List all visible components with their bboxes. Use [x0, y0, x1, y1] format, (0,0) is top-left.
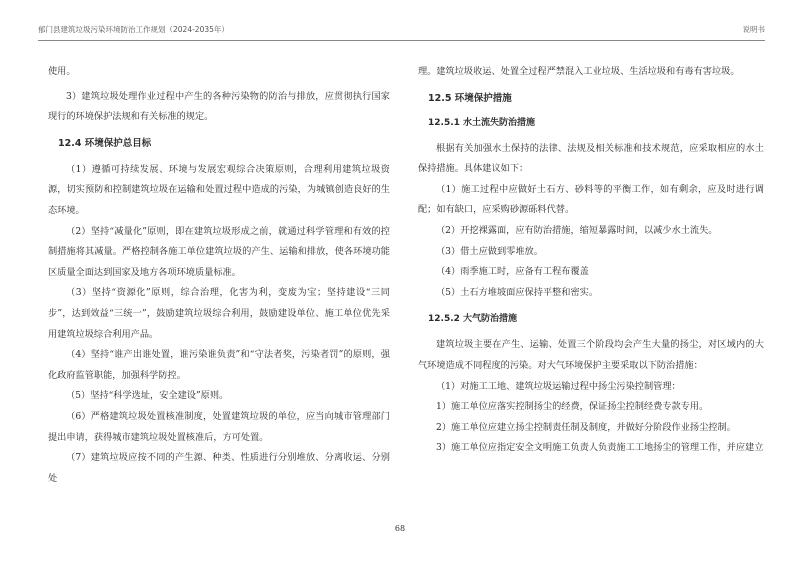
paragraph: （2）坚持“减量化”原则，即在建筑垃圾形成之前，就通过科学管理和有效的控制措施将其减量。严格控制各施工单位建筑垃圾的产生、运输和排放，使各环境功能区质量全面达到国家及地方各项环境质量标准。: [48, 225, 390, 278]
paragraph: （4）雨季施工时，应备有工程布覆盖: [436, 266, 589, 278]
paragraph: （7）建筑垃圾应按不同的产生源、种类、性质进行分别堆放、分离收运、分别处: [48, 452, 390, 484]
paragraph: 3）施工单位应指定安全文明施工负责人负责施工工地扬尘的管理工作，并应建立: [436, 442, 764, 454]
paragraph: （6）严格建筑垃圾处置核准制度，处置建筑垃圾的单位，应当向城市管理部门提出申请，获得城市建筑垃圾处置核准后，方可处置。: [48, 410, 390, 443]
paragraph: （1）遵循可持续发展、环境与发展宏观综合决策原则，合理利用建筑垃圾资源，切实预防和控制建筑垃圾在运输和处置过程中造成的污染，为城镇创造良好的生态环境。: [48, 163, 390, 216]
paragraph: （2）开挖裸露面，应有防治措施，缩短暴露时间，以减少水土流失。: [436, 224, 718, 236]
subsection-heading: 12.5.1 水土流失防治措施: [428, 117, 536, 128]
paragraph: （1）对施工工地、建筑垃圾运输过程中扬尘污染控制管理：: [436, 380, 681, 392]
paragraph: （5）土石方堆坡面应保持平整和密实。: [436, 286, 599, 298]
right-column: [418, 62, 764, 459]
paragraph: 根据有关加强水土保持的法律、法规及相关标准和技术规范，应采取相应的水土保持措施。具体建议如下：: [418, 142, 764, 175]
paragraph: （5）坚持“科学选址，安全建设”原则。: [66, 390, 229, 402]
page-number: 68: [394, 524, 406, 533]
section-heading: 12.4 环境保护总目标: [58, 137, 152, 149]
paragraph: （1）施工过程中应做好土石方、砂料等的平衡工作，如有剩余，应及时进行调配；如有缺口，应采购砂源砾料代替。: [418, 183, 764, 216]
paragraph: （4）坚持“谁产出谁处置，谁污染谁负责”和“守法者奖，污染者罚”的原则，强化政府监管职能，加强科学防控。: [48, 349, 390, 381]
paragraph: 2）施工单位应建立扬尘控制责任制及制度，并做好分阶段作业扬尘控制。: [436, 421, 736, 433]
running-header-section: 说明书: [742, 25, 765, 34]
left-column: [48, 62, 390, 489]
section-heading: 12.5 环境保护措施: [428, 92, 512, 104]
paragraph: 建筑垃圾主要在产生、运输、处置三个阶段均会产生大量的扬尘，对区域内的大气环境造成不同程度的污染。对大气环境保护主要采取以下防治措施：: [418, 339, 764, 371]
paragraph: 1）施工单位应落实控制扬尘的经费，保证扬尘控制经费专款专用。: [436, 401, 709, 413]
paragraph: （3）借土应做到零堆放。: [436, 245, 543, 257]
paragraph: （3）坚持“资源化”原则，综合治理，化害为利，变废为宝；坚持建设“三同步”，达到效益“三统一”，鼓励建筑垃圾综合利用，鼓励建设单位、施工单位优先采用建筑垃圾综合利用产品。: [48, 287, 390, 340]
running-header-title: 郁门县建筑垃圾污染环境防治工作规划（2024-2035年）: [38, 25, 229, 34]
subsection-heading: 12.5.2 大气防治措施: [428, 314, 518, 325]
header-rule: [38, 40, 765, 41]
paragraph: 理。建筑垃圾收运、处置全过程严禁混入工业垃圾、生活垃圾和有毒有害垃圾。: [418, 66, 740, 77]
paragraph: 3）建筑垃圾处理作业过程中产生的各种污染物的防治与排放，应贯彻执行国家现行的环境保护法规和有关标准的规定。: [48, 90, 390, 123]
paragraph: 使用。: [48, 66, 76, 77]
